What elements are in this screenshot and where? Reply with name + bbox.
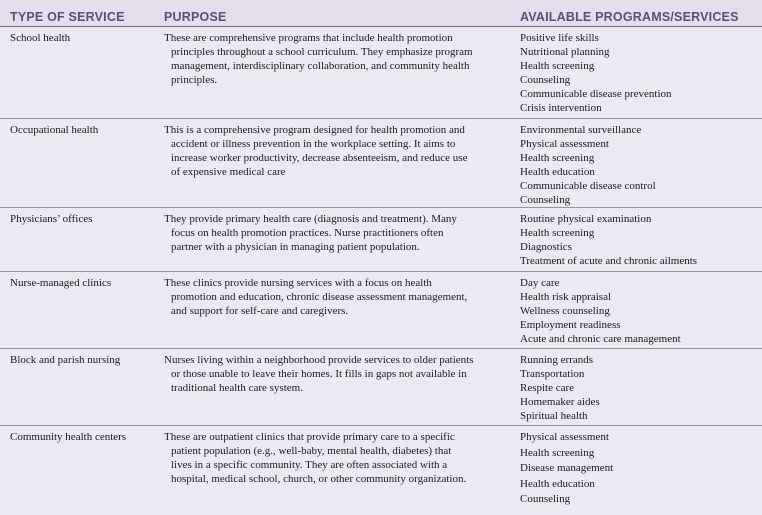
purpose-line: increase worker productivity, decrease absenteeism, and reduce use bbox=[171, 152, 468, 164]
purpose-line: These are outpatient clinics that provide primary care to a specific bbox=[164, 431, 455, 443]
purpose-line: and support for self-care and caregivers. bbox=[171, 305, 349, 317]
purpose-line: promotion and education, chronic disease assessment management, bbox=[171, 291, 468, 303]
type-of-service-cell: Community health centers bbox=[10, 431, 127, 443]
purpose-line: These are comprehensive programs that include health promotion bbox=[164, 32, 453, 44]
program-item: Disease management bbox=[520, 462, 614, 474]
purpose-line: traditional health care system. bbox=[171, 382, 303, 394]
program-item: Health screening bbox=[520, 152, 595, 164]
program-item: Health education bbox=[520, 477, 595, 490]
purpose-cell bbox=[164, 212, 490, 254]
program-item: Health education bbox=[520, 166, 595, 178]
purpose-cell bbox=[164, 276, 490, 318]
purpose-line: principles. bbox=[171, 74, 218, 86]
header-available-programs: AVAILABLE PROGRAMS/SERVICES bbox=[520, 10, 739, 24]
program-item: Counseling bbox=[520, 493, 571, 505]
program-item: Communicable disease prevention bbox=[520, 88, 672, 100]
program-item: Positive life skills bbox=[520, 32, 599, 44]
table-header bbox=[0, 0, 762, 27]
type-of-service-cell: Block and parish nursing bbox=[10, 354, 121, 366]
purpose-line: or those unable to leave their homes. It fills in gaps not available in bbox=[171, 368, 467, 380]
purpose-line: hospital, medical school, church, or other community organization. bbox=[171, 473, 467, 485]
programs-cell bbox=[520, 31, 756, 115]
type-of-service-cell: Occupational health bbox=[10, 124, 99, 136]
program-item: Day care bbox=[520, 277, 560, 289]
program-item: Diagnostics bbox=[520, 241, 572, 253]
program-item: Crisis intervention bbox=[520, 102, 602, 114]
table-row bbox=[0, 426, 762, 515]
program-item: Physical assessment bbox=[520, 138, 609, 150]
program-item: Routine physical examination bbox=[520, 213, 652, 225]
program-item: Communicable disease control bbox=[520, 180, 656, 192]
header-purpose: PURPOSE bbox=[164, 10, 227, 24]
purpose-cell bbox=[164, 123, 490, 179]
type-of-service-cell: Nurse-managed clinics bbox=[10, 277, 112, 289]
program-item: Treatment of acute and chronic ailments bbox=[520, 255, 698, 267]
type-of-service-cell: School health bbox=[10, 32, 71, 44]
purpose-line: principles throughout a school curriculum. They emphasize program bbox=[171, 46, 473, 58]
purpose-line: focus on health promotion practices. Nurse practitioners often bbox=[171, 227, 444, 239]
programs-cell bbox=[520, 276, 756, 346]
program-item: Health screening bbox=[520, 446, 595, 459]
purpose-cell bbox=[164, 353, 490, 395]
header-type-of-service: TYPE OF SERVICE bbox=[10, 10, 125, 24]
program-item: Respite care bbox=[520, 382, 575, 394]
purpose-line: of expensive medical care bbox=[171, 166, 286, 178]
purpose-line: These clinics provide nursing services with a focus on health bbox=[164, 277, 432, 289]
table-row bbox=[0, 119, 762, 208]
programs-cell bbox=[520, 212, 756, 268]
program-item: Counseling bbox=[520, 74, 571, 86]
program-item: Health screening bbox=[520, 60, 595, 72]
program-item: Health risk appraisal bbox=[520, 291, 612, 303]
program-item: Wellness counseling bbox=[520, 305, 610, 317]
program-item: Nutritional planning bbox=[520, 46, 610, 58]
purpose-cell bbox=[164, 430, 490, 486]
program-item: Counseling bbox=[520, 194, 571, 206]
purpose-line: Nurses living within a neighborhood provide services to older patients bbox=[164, 354, 474, 366]
programs-cell bbox=[520, 353, 756, 423]
program-item: Environmental surveillance bbox=[520, 124, 642, 136]
purpose-line: management, interdisciplinary collaboration, and community health bbox=[171, 60, 470, 72]
program-item: Acute and chronic care management bbox=[520, 333, 681, 345]
purpose-line: They provide primary health care (diagnosis and treatment). Many bbox=[164, 213, 457, 225]
purpose-line: patient population (e.g., well-baby, mental health, diabetes) that bbox=[171, 445, 452, 457]
purpose-cell bbox=[164, 31, 490, 87]
purpose-line: This is a comprehensive program designed for health promotion and bbox=[164, 124, 465, 136]
program-item: Health screening bbox=[520, 227, 595, 239]
purpose-line: partner with a physician in managing patient population. bbox=[171, 241, 420, 253]
program-item: Transportation bbox=[520, 368, 585, 380]
table-row bbox=[0, 272, 762, 349]
table-row bbox=[0, 349, 762, 426]
type-of-service-cell: Physicians’ offices bbox=[10, 213, 93, 225]
purpose-line: accident or illness prevention in the workplace setting. It aims to bbox=[171, 138, 456, 150]
program-item: Running errands bbox=[520, 354, 594, 366]
programs-cell bbox=[520, 430, 756, 508]
purpose-line: lives in a specific community. They are often associated with a bbox=[171, 459, 448, 471]
table-row bbox=[0, 27, 762, 119]
program-item: Employment readiness bbox=[520, 319, 621, 331]
programs-cell bbox=[520, 123, 756, 207]
program-item: Spiritual health bbox=[520, 410, 588, 422]
table-row bbox=[0, 208, 762, 272]
program-item: Homemaker aides bbox=[520, 396, 600, 408]
program-item: Physical assessment bbox=[520, 431, 609, 443]
